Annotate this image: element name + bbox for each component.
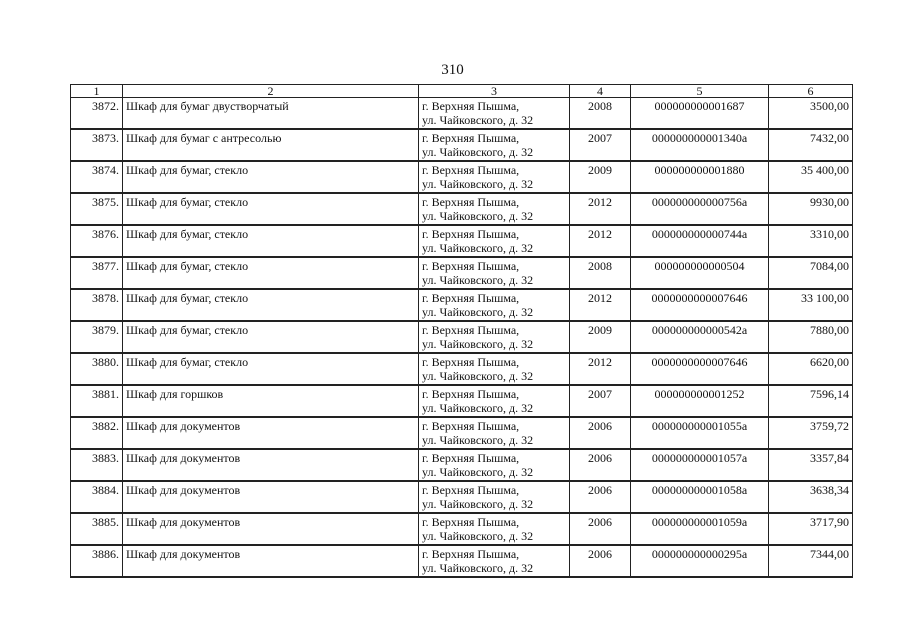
inventory-number-cell: 000000000001252 <box>631 385 769 417</box>
address-cell <box>419 225 570 257</box>
inventory-number-cell: 0000000000007646 <box>631 353 769 385</box>
table-row <box>71 129 853 161</box>
table-row <box>71 225 853 257</box>
address-cell <box>419 545 570 577</box>
table-row <box>71 545 853 577</box>
table-body <box>71 98 853 578</box>
item-name-cell: Шкаф для бумаг, стекло <box>123 321 419 353</box>
header-row <box>71 85 853 98</box>
price-cell: 7880,00 <box>769 321 853 353</box>
address-city: г. Верхняя Пышма, <box>422 451 520 465</box>
row-number-cell: 3874. <box>71 161 123 193</box>
item-name-cell: Шкаф для бумаг, стекло <box>123 289 419 321</box>
address-cell <box>419 513 570 545</box>
address-city: г. Верхняя Пышма, <box>422 163 520 177</box>
property-table <box>70 84 853 578</box>
address-street: ул. Чайковского, д. 32 <box>422 177 534 191</box>
table-row <box>71 481 853 513</box>
row-number-cell: 3885. <box>71 513 123 545</box>
address-city: г. Верхняя Пышма, <box>422 387 520 401</box>
address-street: ул. Чайковского, д. 32 <box>422 433 534 447</box>
table-row <box>71 161 853 193</box>
address-cell <box>419 129 570 161</box>
price-cell: 7084,00 <box>769 257 853 289</box>
address-street: ул. Чайковского, д. 32 <box>422 145 534 159</box>
address-cell <box>419 385 570 417</box>
table-row <box>71 449 853 481</box>
inventory-number-cell: 000000000000756а <box>631 193 769 225</box>
price-cell: 9930,00 <box>769 193 853 225</box>
address-cell <box>419 289 570 321</box>
address-cell <box>419 321 570 353</box>
year-cell: 2012 <box>570 225 631 257</box>
year-cell: 2006 <box>570 417 631 449</box>
address-cell <box>419 161 570 193</box>
inventory-number-cell: 000000000001687 <box>631 98 769 130</box>
address-street: ул. Чайковского, д. 32 <box>422 401 534 415</box>
item-name-cell: Шкаф для бумаг двустворчатый <box>123 98 419 130</box>
address-street: ул. Чайковского, д. 32 <box>422 561 534 575</box>
address-city: г. Верхняя Пышма, <box>422 515 520 529</box>
inventory-number-cell: 0000000000007646 <box>631 289 769 321</box>
item-name-cell: Шкаф для горшков <box>123 385 419 417</box>
price-cell: 3310,00 <box>769 225 853 257</box>
item-name-cell: Шкаф для документов <box>123 481 419 513</box>
address-city: г. Верхняя Пышма, <box>422 355 520 369</box>
table-row <box>71 353 853 385</box>
year-cell: 2006 <box>570 545 631 577</box>
table-row <box>71 289 853 321</box>
item-name-cell: Шкаф для документов <box>123 545 419 577</box>
address-cell <box>419 449 570 481</box>
price-cell: 35 400,00 <box>769 161 853 193</box>
address-cell <box>419 417 570 449</box>
column-header-1: 1 <box>71 85 123 98</box>
price-cell: 3357,84 <box>769 449 853 481</box>
table-row <box>71 513 853 545</box>
item-name-cell: Шкаф для документов <box>123 513 419 545</box>
table-row <box>71 321 853 353</box>
year-cell: 2012 <box>570 193 631 225</box>
row-number-cell: 3877. <box>71 257 123 289</box>
row-number-cell: 3879. <box>71 321 123 353</box>
year-cell: 2006 <box>570 449 631 481</box>
row-number-cell: 3876. <box>71 225 123 257</box>
address-city: г. Верхняя Пышма, <box>422 259 520 273</box>
item-name-cell: Шкаф для бумаг, стекло <box>123 193 419 225</box>
item-name-cell: Шкаф для документов <box>123 417 419 449</box>
address-city: г. Верхняя Пышма, <box>422 483 520 497</box>
year-cell: 2006 <box>570 481 631 513</box>
address-city: г. Верхняя Пышма, <box>422 419 520 433</box>
inventory-number-cell: 000000000000542а <box>631 321 769 353</box>
row-number-cell: 3873. <box>71 129 123 161</box>
item-name-cell: Шкаф для документов <box>123 449 419 481</box>
table-row <box>71 257 853 289</box>
item-name-cell: Шкаф для бумаг, стекло <box>123 353 419 385</box>
price-cell: 3717,90 <box>769 513 853 545</box>
table-row <box>71 98 853 130</box>
table-header <box>71 85 853 98</box>
year-cell: 2008 <box>570 98 631 130</box>
address-street: ул. Чайковского, д. 32 <box>422 369 534 383</box>
price-cell: 7596,14 <box>769 385 853 417</box>
row-number-cell: 3884. <box>71 481 123 513</box>
column-header-3: 3 <box>419 85 570 98</box>
inventory-number-cell: 000000000000504 <box>631 257 769 289</box>
year-cell: 2007 <box>570 129 631 161</box>
price-cell: 3638,34 <box>769 481 853 513</box>
inventory-number-cell: 000000000001059а <box>631 513 769 545</box>
column-header-5: 5 <box>631 85 769 98</box>
item-name-cell: Шкаф для бумаг, стекло <box>123 225 419 257</box>
address-city: г. Верхняя Пышма, <box>422 99 520 113</box>
year-cell: 2012 <box>570 289 631 321</box>
address-city: г. Верхняя Пышма, <box>422 323 520 337</box>
year-cell: 2009 <box>570 321 631 353</box>
price-cell: 33 100,00 <box>769 289 853 321</box>
address-street: ул. Чайковского, д. 32 <box>422 529 534 543</box>
row-number-cell: 3880. <box>71 353 123 385</box>
address-cell <box>419 353 570 385</box>
price-cell: 7344,00 <box>769 545 853 577</box>
year-cell: 2008 <box>570 257 631 289</box>
item-name-cell: Шкаф для бумаг с антресолью <box>123 129 419 161</box>
item-name-cell: Шкаф для бумаг, стекло <box>123 257 419 289</box>
address-city: г. Верхняя Пышма, <box>422 131 520 145</box>
price-cell: 6620,00 <box>769 353 853 385</box>
address-street: ул. Чайковского, д. 32 <box>422 305 534 319</box>
inventory-number-cell: 000000000001057а <box>631 449 769 481</box>
page-number: 310 <box>441 62 464 78</box>
column-header-2: 2 <box>123 85 419 98</box>
column-header-4: 4 <box>570 85 631 98</box>
table-row <box>71 417 853 449</box>
address-cell <box>419 98 570 130</box>
row-number-cell: 3872. <box>71 98 123 130</box>
address-city: г. Верхняя Пышма, <box>422 227 520 241</box>
address-city: г. Верхняя Пышма, <box>422 291 520 305</box>
row-number-cell: 3878. <box>71 289 123 321</box>
address-cell <box>419 481 570 513</box>
year-cell: 2007 <box>570 385 631 417</box>
price-cell: 3500,00 <box>769 98 853 130</box>
address-city: г. Верхняя Пышма, <box>422 547 520 561</box>
year-cell: 2009 <box>570 161 631 193</box>
inventory-number-cell: 000000000000295а <box>631 545 769 577</box>
address-street: ул. Чайковского, д. 32 <box>422 465 534 479</box>
address-street: ул. Чайковского, д. 32 <box>422 209 534 223</box>
inventory-number-cell: 000000000001340а <box>631 129 769 161</box>
row-number-cell: 3875. <box>71 193 123 225</box>
price-cell: 7432,00 <box>769 129 853 161</box>
address-street: ул. Чайковского, д. 32 <box>422 337 534 351</box>
address-street: ул. Чайковского, д. 32 <box>422 241 534 255</box>
row-number-cell: 3882. <box>71 417 123 449</box>
inventory-number-cell: 000000000001880 <box>631 161 769 193</box>
row-number-cell: 3881. <box>71 385 123 417</box>
inventory-number-cell: 000000000001058а <box>631 481 769 513</box>
address-street: ул. Чайковского, д. 32 <box>422 273 534 287</box>
table-row <box>71 193 853 225</box>
year-cell: 2012 <box>570 353 631 385</box>
row-number-cell: 3886. <box>71 545 123 577</box>
address-city: г. Верхняя Пышма, <box>422 195 520 209</box>
item-name-cell: Шкаф для бумаг, стекло <box>123 161 419 193</box>
inventory-number-cell: 000000000001055а <box>631 417 769 449</box>
year-cell: 2006 <box>570 513 631 545</box>
address-street: ул. Чайковского, д. 32 <box>422 113 534 127</box>
column-header-6: 6 <box>769 85 853 98</box>
address-street: ул. Чайковского, д. 32 <box>422 497 534 511</box>
row-number-cell: 3883. <box>71 449 123 481</box>
address-cell <box>419 257 570 289</box>
table-row <box>71 385 853 417</box>
address-cell <box>419 193 570 225</box>
inventory-number-cell: 000000000000744а <box>631 225 769 257</box>
price-cell: 3759,72 <box>769 417 853 449</box>
